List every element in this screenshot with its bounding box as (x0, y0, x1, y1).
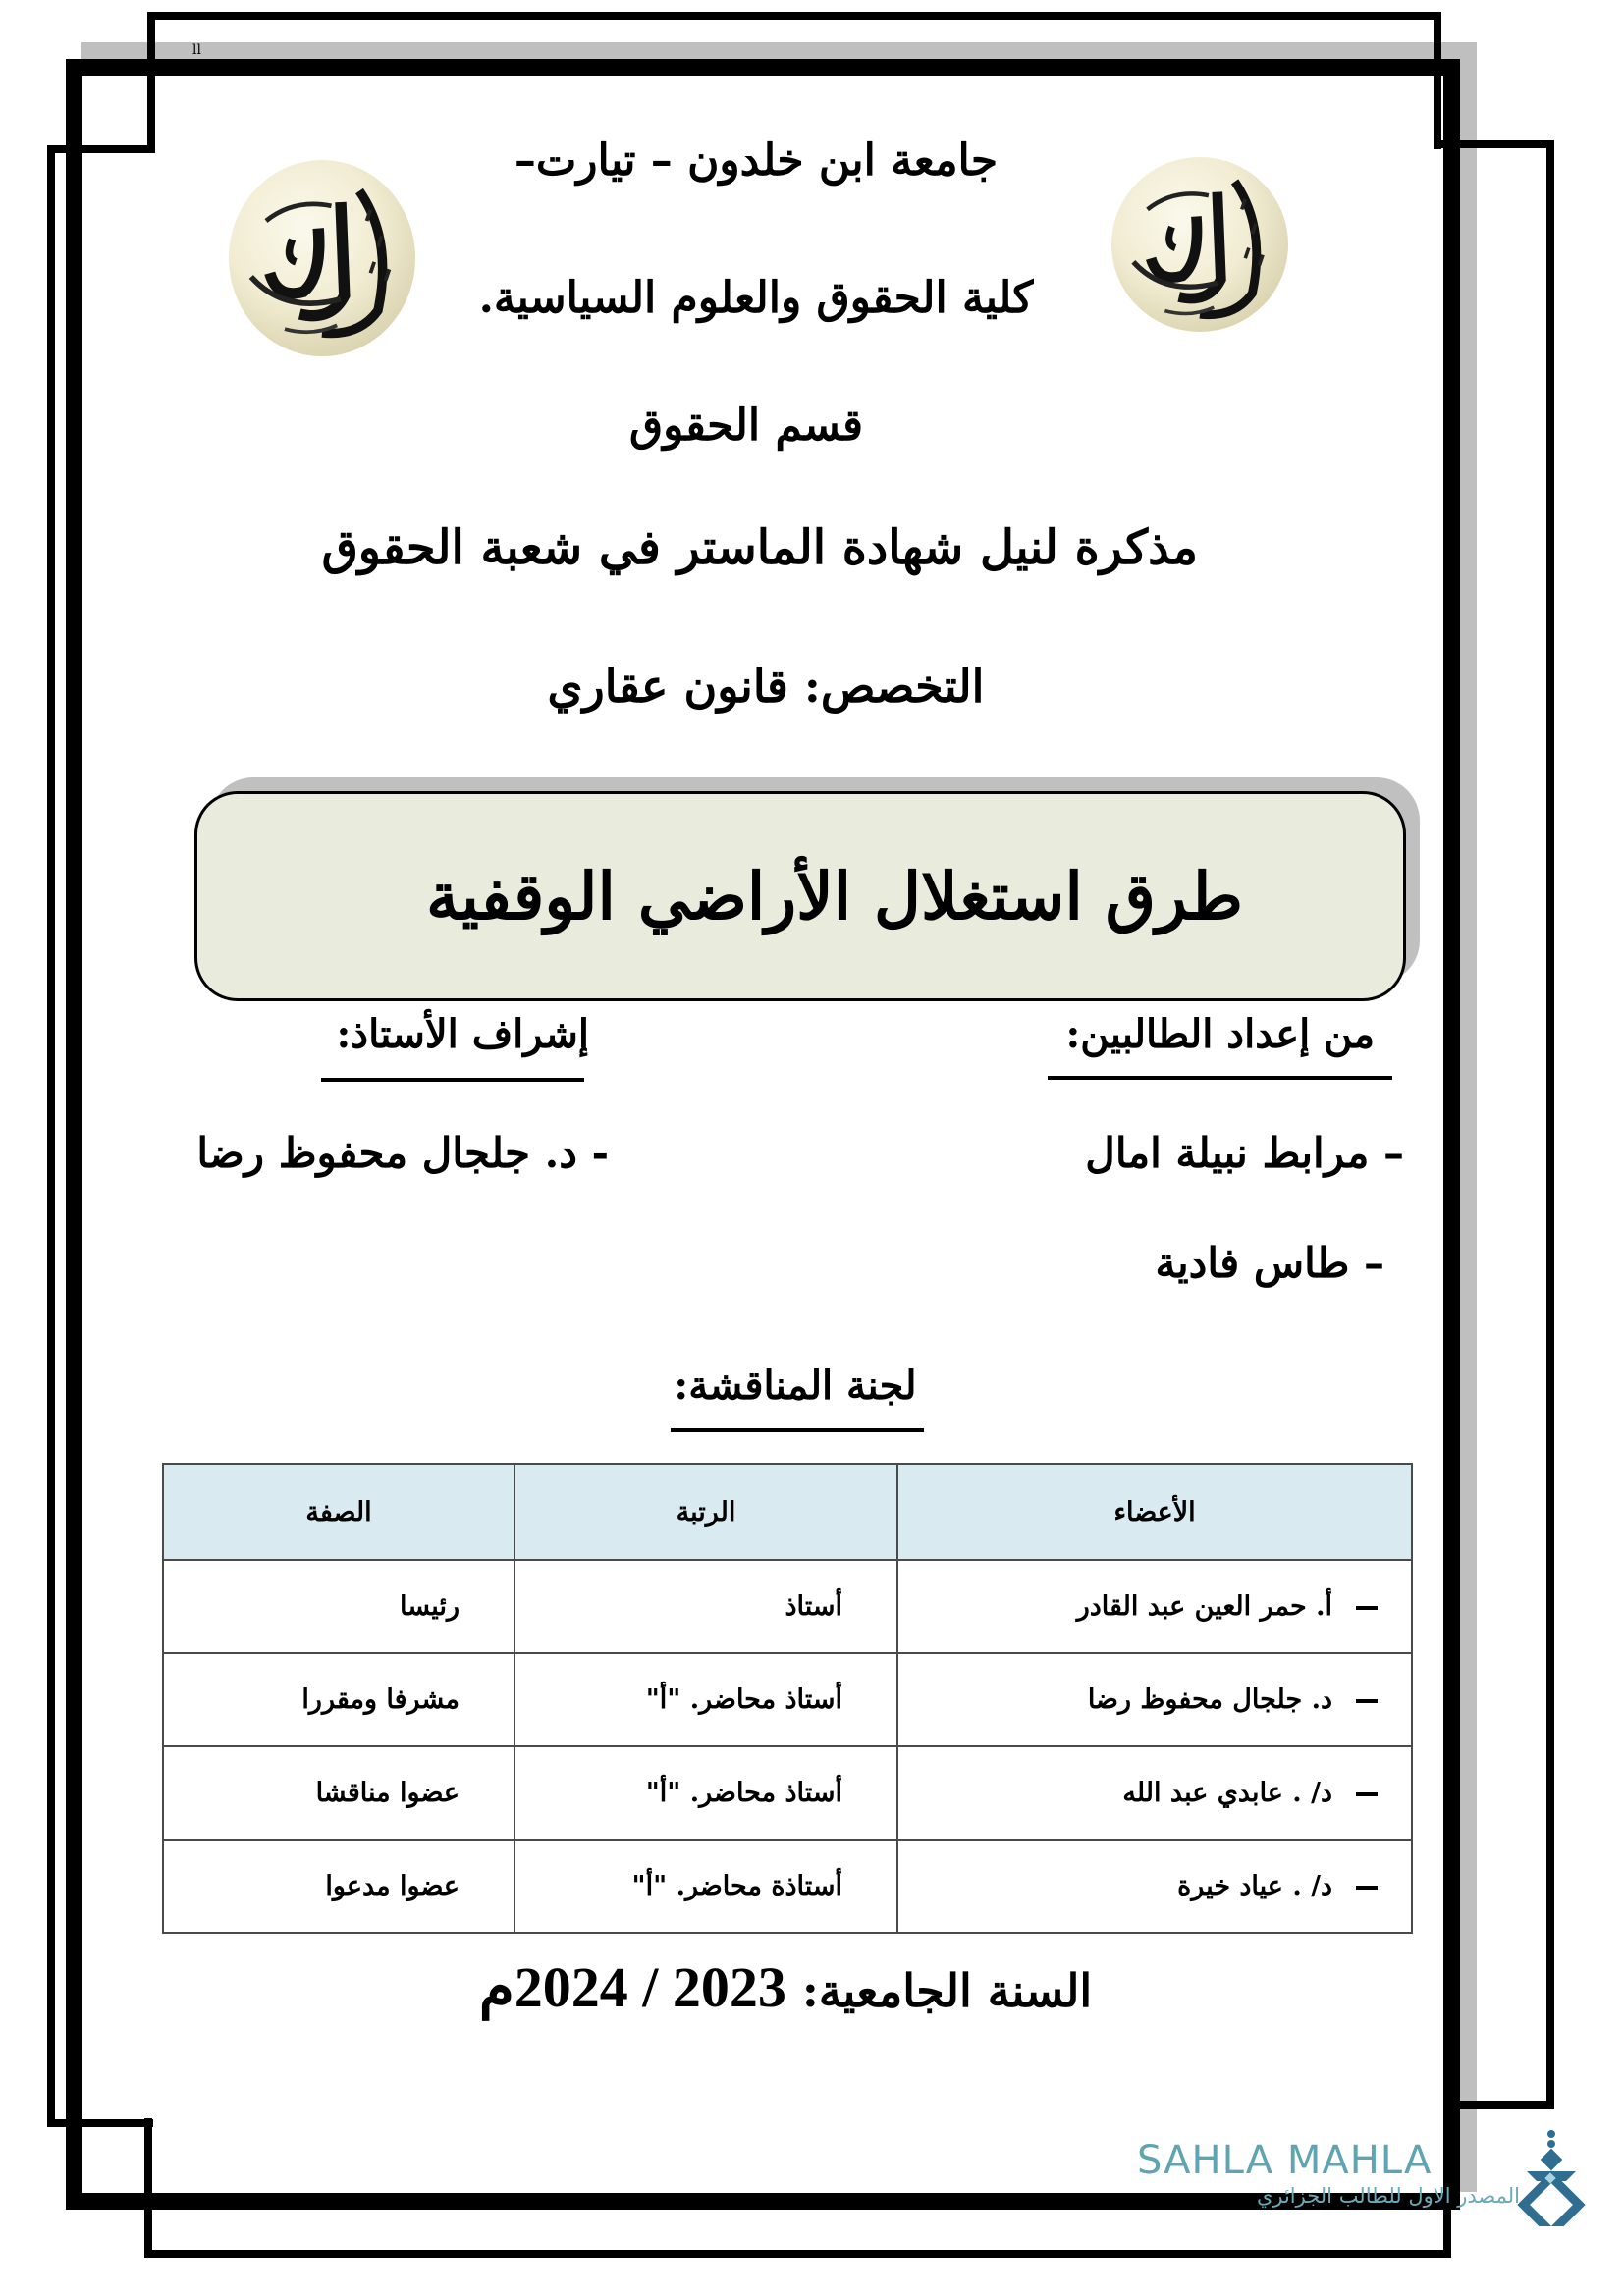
member-role: رئيسا (163, 1560, 514, 1653)
student-name-2: – طاس فادية (1155, 1239, 1384, 1287)
column-header-members: الأعضاء (897, 1464, 1412, 1560)
member-role: عضوا مدعوا (163, 1840, 514, 1933)
dash-bullet (1356, 1606, 1378, 1610)
member-rank: أستاذة محاضر. "أ" (514, 1840, 897, 1933)
member-name: د. جلجال محفوظ رضا (1087, 1684, 1332, 1715)
ibn-khaldoun-seal-icon (229, 160, 415, 356)
corner-mark: ll (192, 42, 201, 58)
member-rank: أستاذ محاضر. "أ" (514, 1653, 897, 1746)
watermark-brand: SAHLA MAHLA (1137, 2138, 1433, 2183)
dash-bullet (1356, 1886, 1378, 1890)
member-name: د/ . عابدي عبد الله (1122, 1778, 1332, 1808)
academic-year-label: السنة الجامعية: (801, 1964, 1093, 2017)
frame-thin-right-edge (1546, 140, 1554, 2109)
table-row (163, 1560, 1412, 1653)
academic-year-value: 2023 / 2024م (478, 1955, 786, 2019)
university-logo-left (229, 160, 415, 356)
member-rank: أستاذ محاضر. "أ" (514, 1746, 897, 1840)
committee-table-header (163, 1464, 1412, 1560)
table-row (163, 1653, 1412, 1746)
student-name-1: – مرابط نبيلة امال (1085, 1129, 1404, 1177)
member-rank: أستاذ (514, 1560, 897, 1653)
watermark-tagline: المصدر الاول للطالب الجزائري (1256, 2184, 1520, 2208)
committee-table (162, 1463, 1413, 1934)
academic-year (452, 1953, 1119, 2020)
column-header-rank: الرتبة (514, 1464, 897, 1560)
thesis-title: طرق استغلال الأراضي الوقفية (426, 858, 1243, 934)
supervisor-label: إشراف الأستاذ: (336, 1011, 589, 1057)
sahla-mahla-logo-icon (1517, 2128, 1586, 2226)
frame-thin-bottom-edge (144, 2250, 1451, 2258)
frame-shadow-right (1460, 42, 1477, 2192)
frame-thin-left-edge (47, 145, 55, 2127)
students-label-underline (1048, 1076, 1392, 1080)
committee-title-underline (671, 1428, 924, 1432)
member-role: عضوا مناقشا (163, 1746, 514, 1840)
specialty-line: التخصص: قانون عقاري (547, 660, 985, 713)
supervisor-label-underline (321, 1078, 584, 1082)
frame-thin-top-edge (147, 12, 1441, 20)
member-role: مشرفا ومقررا (163, 1653, 514, 1746)
frame-shadow-top (81, 42, 1477, 59)
column-header-role: الصفة (163, 1464, 514, 1560)
dash-bullet (1356, 1699, 1378, 1703)
department-name: قسم الحقوق (628, 400, 864, 451)
member-name: أ. حمر العين عبد القادر (1076, 1591, 1332, 1622)
university-name: جامعة ابن خلدون – تيارت– (514, 135, 999, 186)
dash-bullet (1356, 1792, 1378, 1796)
member-name: د/ . عياد خيرة (1177, 1871, 1332, 1901)
students-label: من إعداد الطالبين: (1065, 1011, 1375, 1057)
ibn-khaldoun-seal-icon (1111, 157, 1288, 332)
thesis-title-box (194, 791, 1406, 1001)
table-row (163, 1746, 1412, 1840)
degree-line: مذكرة لنيل شهادة الماستر في شعبة الحقوق (321, 520, 1198, 575)
table-row (163, 1840, 1412, 1933)
faculty-name: كلية الحقوق والعلوم السياسية. (478, 273, 1034, 323)
university-logo-right (1111, 157, 1288, 332)
supervisor-name: - د. جلجال محفوظ رضا (196, 1129, 609, 1177)
committee-title: لجنة المناقشة: (674, 1362, 917, 1409)
frame-thin-right-bottom (1460, 2101, 1554, 2109)
